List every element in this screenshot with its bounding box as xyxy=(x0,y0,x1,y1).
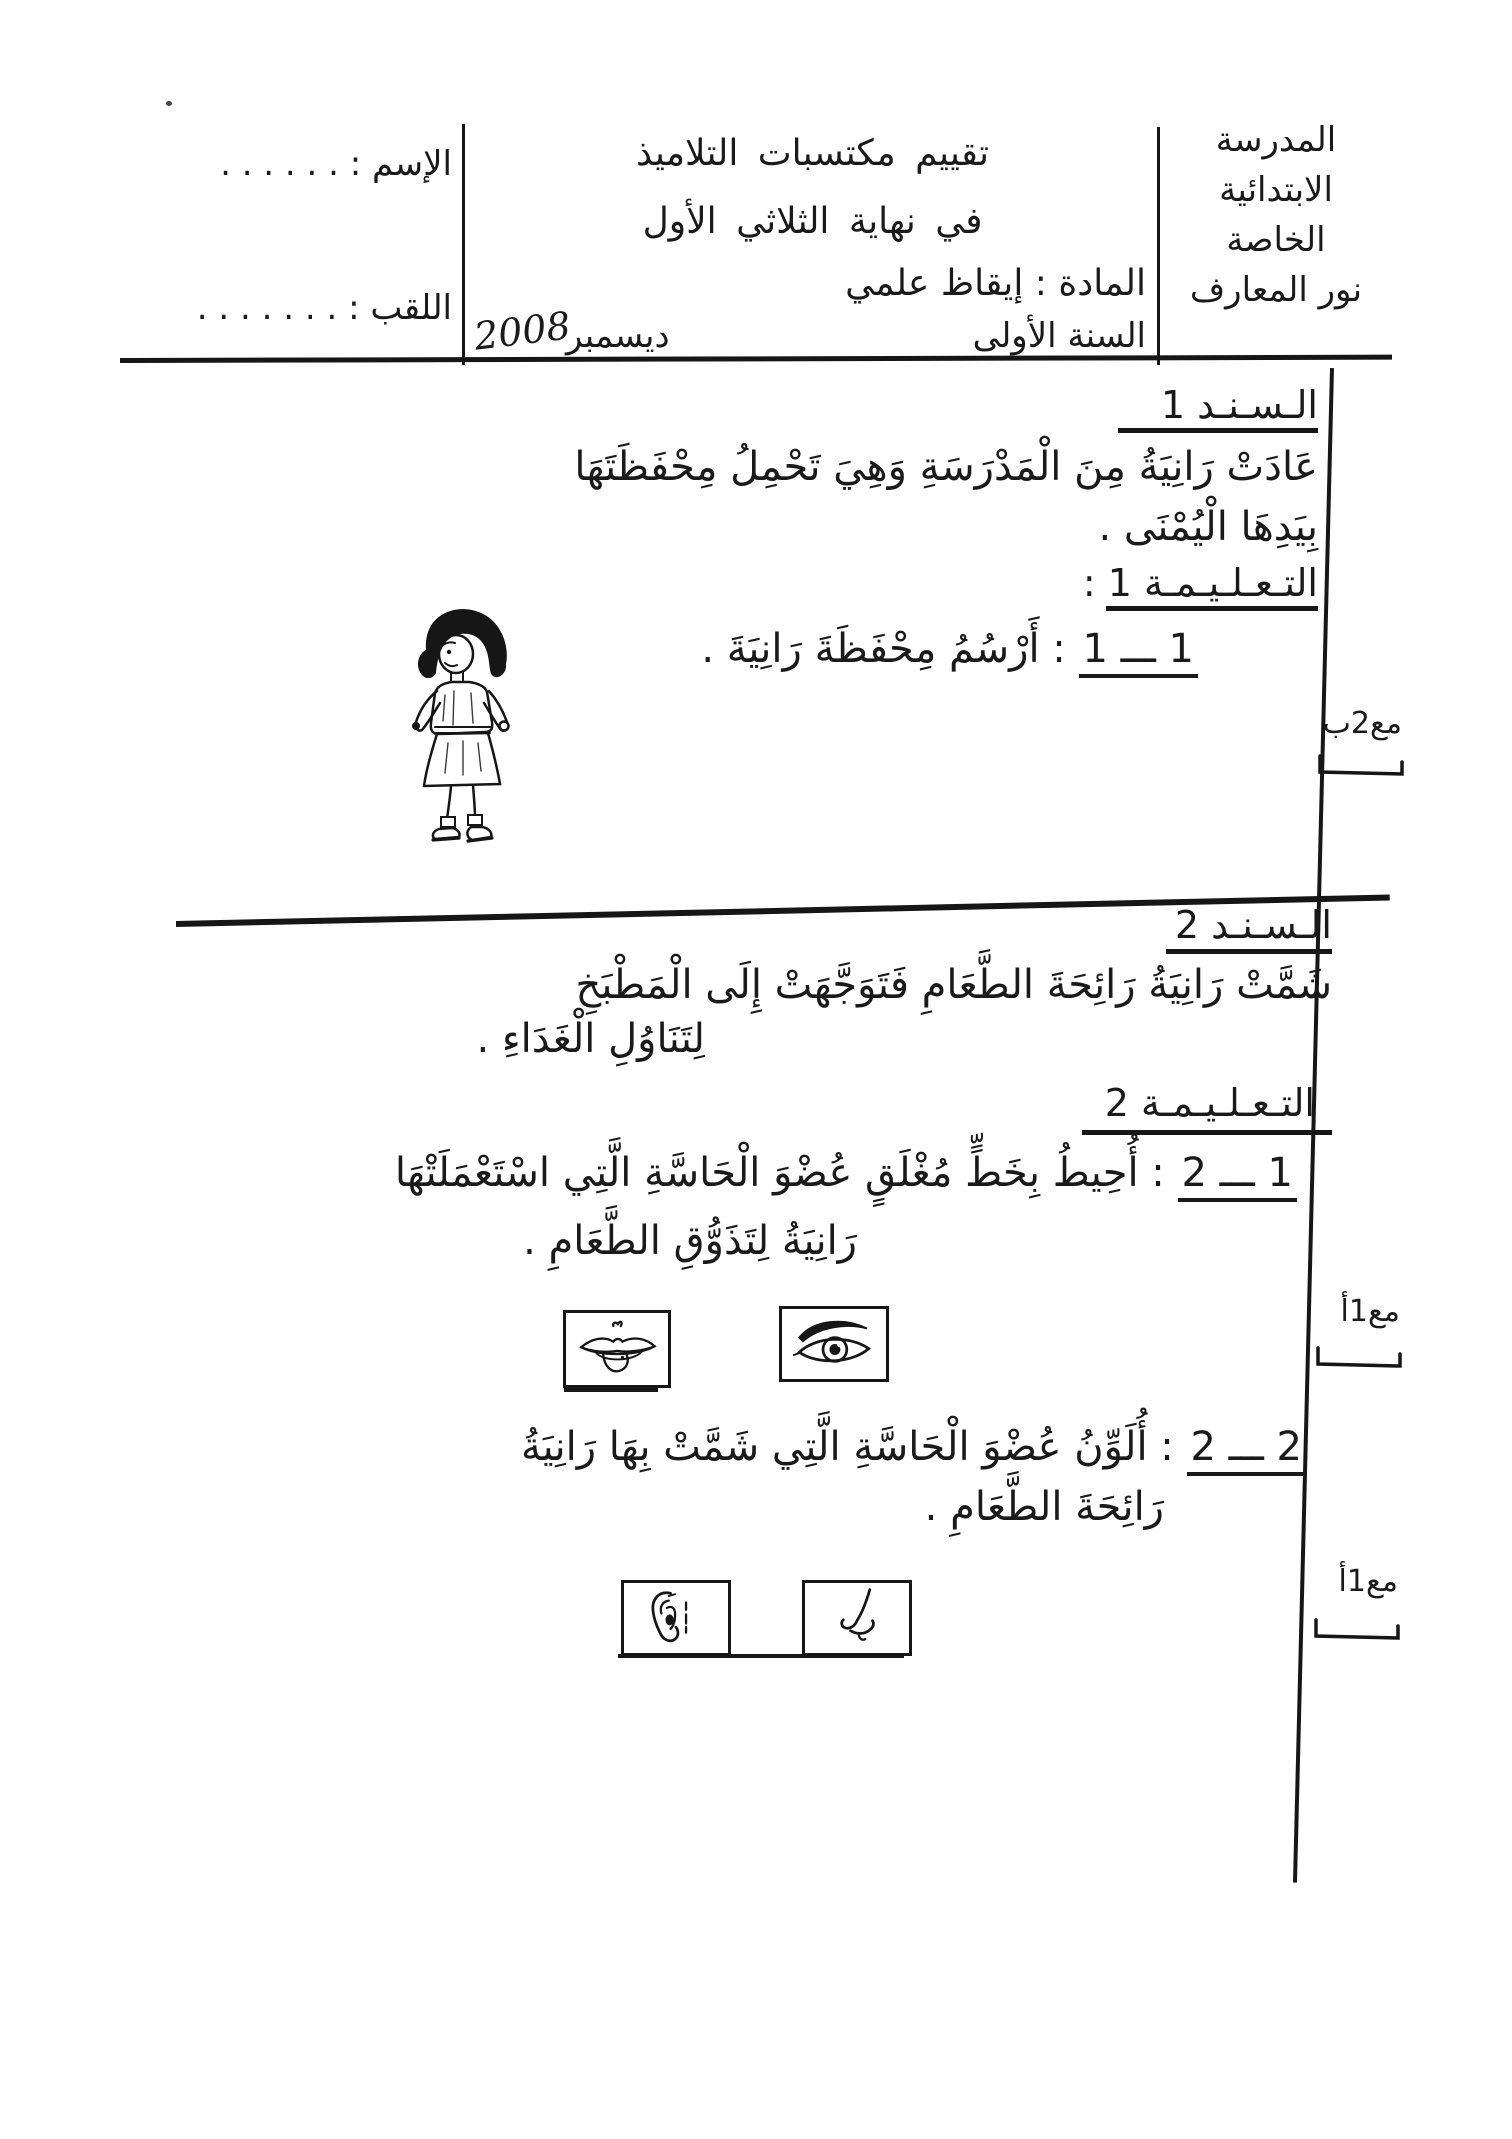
school-name-line1: المدرسة xyxy=(1215,120,1337,160)
section1-text-line2: بِيَدِهَا الْيُمْنَى . xyxy=(1098,504,1318,550)
lips-icon xyxy=(569,1316,665,1382)
section2-instruction2-line1 xyxy=(521,1418,1306,1476)
ear-icon xyxy=(627,1586,725,1650)
instruction-2-2-text: : أُلَوِّنُ عُضْوَ الْحَاسَّةِ الَّتِي شَمَّتْ بِهَا رَانِيَةُ xyxy=(521,1424,1187,1470)
sight-answer-box[interactable] xyxy=(779,1306,889,1382)
exam-title-line2: في نهاية الثلاثي الأول xyxy=(642,201,983,242)
section2-instruction1-line1 xyxy=(395,1144,1297,1202)
instruction-2-2-label: 2 ـــ 2 xyxy=(1187,1424,1307,1476)
hearing-answer-box[interactable] xyxy=(621,1580,731,1656)
section2-instruction1-line2: رَانِيَةُ لِتَذَوُّقِ الطَّعَامِ . xyxy=(523,1218,857,1264)
instruction-1-1-text: : أَرْسُمُ مِحْفَظَةَ رَانِيَةَ . xyxy=(701,626,1079,672)
header-bottom-border xyxy=(120,355,1392,363)
eye-icon xyxy=(785,1312,883,1376)
margin-bracket-1 xyxy=(1316,752,1408,778)
section2-instruction2-line2: رَائِحَةَ الطَّعَامِ . xyxy=(924,1484,1164,1530)
margin-bracket-3 xyxy=(1312,1616,1404,1642)
smell-answer-box[interactable] xyxy=(802,1580,912,1656)
year-value: 2008 xyxy=(471,303,573,359)
instruction-1-2-label: 1 ـــ 2 xyxy=(1178,1150,1298,1202)
section2-heading: الـسـنـد 2 xyxy=(1174,903,1332,947)
taste-answer-box[interactable] xyxy=(563,1310,671,1388)
school-name-line2: الابتدائية xyxy=(1219,170,1333,210)
section1-instruction-heading: التـعـلـيـمـة 1 : xyxy=(1082,561,1318,605)
section1-text-line1: عَادَتْ رَانِيَةُ مِنَ الْمَدْرَسَةِ وَهِيَ تَحْمِلُ مِحْفَظَتَهَا xyxy=(574,444,1318,490)
section2-heading-underline xyxy=(1166,949,1332,954)
row2-boxes-underline xyxy=(618,1654,904,1658)
surname-field[interactable]: اللقب : . . . . . . . xyxy=(196,288,452,328)
margin-note-3: مع1أ xyxy=(1338,1564,1398,1599)
month-label: ديسمبر xyxy=(566,316,670,356)
exam-title-line1: تقييم مكتسبات التلاميذ xyxy=(635,133,990,174)
instruction-1-1-label: 1 ـــ 1 xyxy=(1079,626,1199,678)
school-name-line4: نور المعارف xyxy=(1189,270,1363,310)
section2-instruction-underline xyxy=(1082,1130,1332,1135)
margin-note-1: مع2ب xyxy=(1322,706,1402,741)
section1-heading: الـسـنـد 1 xyxy=(1160,383,1318,427)
margin-note-2: مع1أ xyxy=(1340,1294,1400,1329)
section2-instruction-heading: التـعـلـيـمـة 2 xyxy=(1104,1081,1315,1125)
scan-speck xyxy=(166,101,172,106)
section1-heading-underline xyxy=(1118,428,1318,433)
section1-instruction-line xyxy=(701,620,1198,678)
header-column-divider-left xyxy=(462,124,465,365)
instruction-1-2-text: : أُحِيطُ بِخَطٍّ مُغْلَقٍ عُضْوَ الْحَاسَّةِ الَّتِي اسْتَعْمَلَتْهَا xyxy=(394,1150,1178,1196)
header-column-divider-right xyxy=(1157,127,1160,365)
taste-box-underline xyxy=(564,1388,658,1392)
section2-text-line1: شَمَّتْ رَانِيَةُ رَائِحَةَ الطَّعَامِ فَتَوَجَّهَتْ إِلَى الْمَطْبَخِ xyxy=(575,962,1332,1008)
school-name-line3: الخاصة xyxy=(1226,220,1326,260)
section1-instruction-underline xyxy=(1106,606,1318,611)
margin-bracket-2 xyxy=(1314,1344,1406,1370)
subject-line: المادة : إيقاظ علمي xyxy=(845,263,1146,304)
section2-text-line2: لِتَنَاوُلِ الْغَدَاءِ . xyxy=(476,1016,705,1062)
nose-icon xyxy=(808,1586,906,1650)
name-field[interactable]: الإسم : . . . . . . xyxy=(220,144,452,184)
grade-line: السنة الأولى xyxy=(972,316,1146,356)
girl-drawing xyxy=(393,603,535,850)
